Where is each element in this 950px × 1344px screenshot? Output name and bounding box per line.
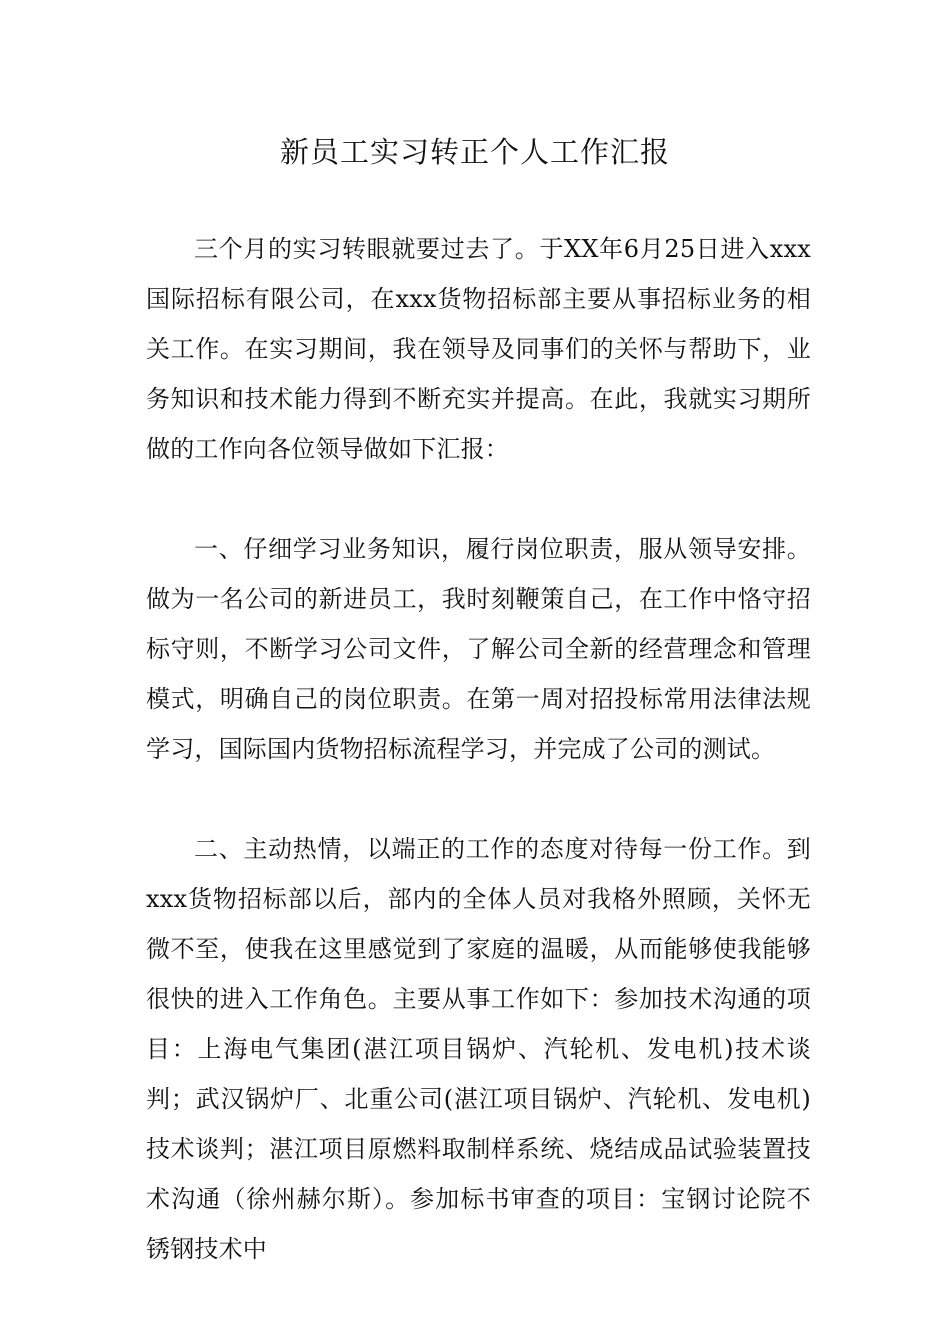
document-title: 新员工实习转正个人工作汇报 [279,135,670,169]
paragraph-section-one: 一、仔细学习业务知识，履行岗位职责，服从领导安排。做为一名公司的新进员工，我时刻鞭策自己，在工作中恪守招标守则，不断学习公司文件，了解公司全新的经营理念和管理模式，明确自己的岗位职责。在第一周对招投标常用法律法规学习，国际国内货物招标流程学习，并完成了公司的测试。 [146,535,811,763]
paragraph-section-two: 二、主动热情，以端正的工作的态度对待每一份工作。到xxx货物招标部以后，部内的全体人员对我格外照顾，关怀无微不至，使我在这里感觉到了家庭的温暖，从而能够使我能够很快的进入工作角色。主要从事工作如下：参加技术沟通的项目：上海电气集团(湛江项目锅炉、汽轮机、发电机)技术谈判；武汉锅炉厂、北重公司(湛江项目锅炉、汽轮机、发电机)技术谈判；湛江项目原燃料取制样系统、烧结成品试验装置技术沟通（徐州赫尔斯）。参加标书审查的项目：宝钢讨论院不锈钢技术中 [146,835,811,1263]
document-body [146,224,811,1274]
paragraph-intro: 三个月的实习转眼就要过去了。于XX年6月25日进入xxx国际招标有限公司，在xxx货物招标部主要从事招标业务的相关工作。在实习期间，我在领导及同事们的关怀与帮助下，业务知识和技术能力得到不断充实并提高。在此，我就实习期所做的工作向各位领导做如下汇报： [146,235,811,463]
